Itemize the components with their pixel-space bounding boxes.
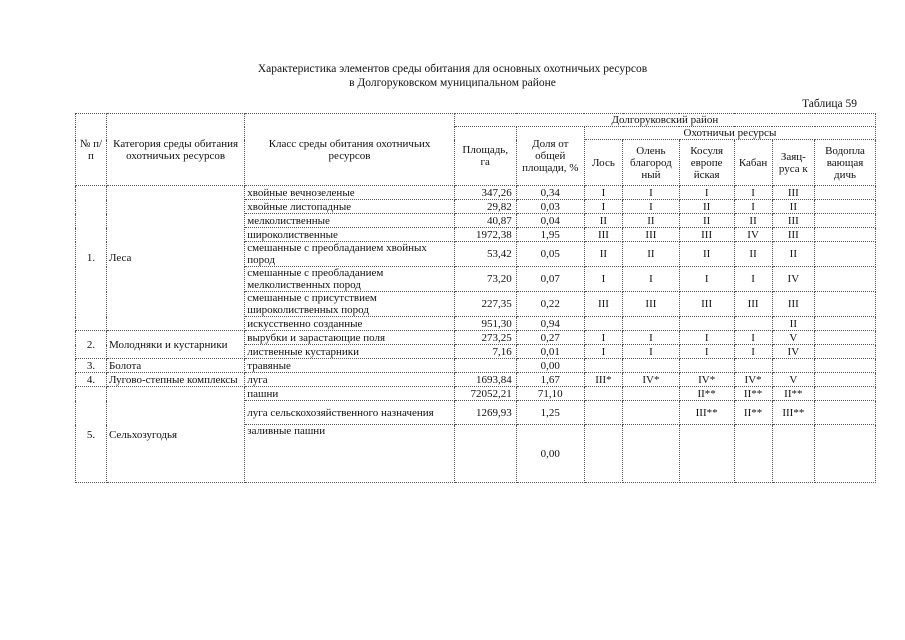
rating-roe: [679, 359, 734, 373]
rating-roe: I: [679, 186, 734, 200]
share-value: 0,04: [516, 214, 584, 228]
habitat-class: смешанные с преобладанием мелколиственных пород: [245, 267, 455, 292]
rating-boar: I: [734, 331, 772, 345]
rating-hare: [772, 359, 814, 373]
header-waterfowl: Водопла вающая дичь: [815, 140, 876, 186]
rating-waterfowl: [815, 401, 876, 425]
rating-deer: [623, 401, 680, 425]
rating-moose: [584, 401, 622, 425]
rating-roe: I: [679, 267, 734, 292]
rating-deer: I: [623, 331, 680, 345]
habitat-table: [75, 113, 876, 483]
header-area: Площадь, га: [454, 127, 516, 186]
rating-boar: I: [734, 200, 772, 214]
share-value: 0,94: [516, 317, 584, 331]
habitat-class: вырубки и зарастающие поля: [245, 331, 455, 345]
header-category: Категория среды обитания охотничьих ресурсов: [106, 114, 244, 186]
group-number: 4.: [76, 373, 107, 387]
rating-moose: III*: [584, 373, 622, 387]
rating-waterfowl: [815, 292, 876, 317]
group-number: 3.: [76, 359, 107, 373]
rating-deer: III: [623, 228, 680, 242]
rating-roe: IV*: [679, 373, 734, 387]
rating-moose: III: [584, 228, 622, 242]
share-value: 0,07: [516, 267, 584, 292]
rating-waterfowl: [815, 345, 876, 359]
rating-boar: IV*: [734, 373, 772, 387]
rating-deer: I: [623, 345, 680, 359]
rating-moose: [584, 317, 622, 331]
rating-hare: II: [772, 200, 814, 214]
area-value: 1269,93: [454, 401, 516, 425]
header-boar: Кабан: [734, 140, 772, 186]
share-value: 0,01: [516, 345, 584, 359]
rating-roe: II**: [679, 387, 734, 401]
rating-hare: [772, 425, 814, 483]
rating-deer: I: [623, 267, 680, 292]
rating-boar: IV: [734, 228, 772, 242]
rating-roe: II: [679, 242, 734, 267]
rating-boar: [734, 317, 772, 331]
rating-waterfowl: [815, 373, 876, 387]
rating-boar: II: [734, 242, 772, 267]
habitat-class: хвойные вечнозеленые: [245, 186, 455, 200]
rating-moose: [584, 425, 622, 483]
group-category: Болота: [106, 359, 244, 373]
rating-moose: I: [584, 331, 622, 345]
rating-moose: I: [584, 267, 622, 292]
habitat-class: луга: [245, 373, 455, 387]
rating-waterfowl: [815, 186, 876, 200]
habitat-class: смешанные с присутствием широколиственных пород: [245, 292, 455, 317]
rating-moose: [584, 387, 622, 401]
habitat-class: травяные: [245, 359, 455, 373]
rating-moose: II: [584, 242, 622, 267]
habitat-class: лиственные кустарники: [245, 345, 455, 359]
rating-waterfowl: [815, 242, 876, 267]
rating-deer: I: [623, 200, 680, 214]
area-value: 951,30: [454, 317, 516, 331]
area-value: 7,16: [454, 345, 516, 359]
share-value: 0,03: [516, 200, 584, 214]
rating-waterfowl: [815, 425, 876, 483]
table-row: [76, 331, 876, 345]
rating-roe: II: [679, 200, 734, 214]
header-moose: Лось: [584, 140, 622, 186]
rating-deer: [623, 359, 680, 373]
share-value: 1,95: [516, 228, 584, 242]
rating-deer: IV*: [623, 373, 680, 387]
area-value: 273,25: [454, 331, 516, 345]
rating-moose: III: [584, 292, 622, 317]
rating-roe: III: [679, 228, 734, 242]
rating-waterfowl: [815, 228, 876, 242]
group-category: Сельхозугодья: [106, 387, 244, 483]
table-number: Таблица 59: [802, 98, 857, 110]
header-roe: Косуля европе йская: [679, 140, 734, 186]
table-row: [76, 186, 876, 200]
rating-hare: III: [772, 228, 814, 242]
share-value: 0,27: [516, 331, 584, 345]
area-value: 73,20: [454, 267, 516, 292]
table-row: [76, 387, 876, 401]
header-num: № п/п: [76, 114, 107, 186]
rating-waterfowl: [815, 200, 876, 214]
rating-boar: II: [734, 214, 772, 228]
area-value: 53,42: [454, 242, 516, 267]
rating-hare: IV: [772, 267, 814, 292]
rating-deer: I: [623, 186, 680, 200]
rating-moose: II: [584, 214, 622, 228]
rating-boar: I: [734, 345, 772, 359]
area-value: 40,87: [454, 214, 516, 228]
rating-moose: I: [584, 200, 622, 214]
rating-moose: I: [584, 345, 622, 359]
habitat-class: пашни: [245, 387, 455, 401]
rating-hare: III: [772, 186, 814, 200]
title-line-2: в Долгоруковском муниципальном районе: [349, 76, 556, 89]
rating-roe: I: [679, 345, 734, 359]
area-value: [454, 359, 516, 373]
rating-hare: III: [772, 214, 814, 228]
rating-boar: II**: [734, 387, 772, 401]
habitat-class: хвойные листопадные: [245, 200, 455, 214]
share-value: 0,00: [516, 425, 584, 483]
rating-boar: I: [734, 186, 772, 200]
rating-waterfowl: [815, 359, 876, 373]
group-category: Леса: [106, 186, 244, 331]
share-value: 0,22: [516, 292, 584, 317]
habitat-class: луга сельскохозяйственного назначения: [245, 401, 455, 425]
table-body: [76, 186, 876, 483]
rating-roe: III**: [679, 401, 734, 425]
header-deer: Олень благород ный: [623, 140, 680, 186]
rating-waterfowl: [815, 331, 876, 345]
share-value: 1,67: [516, 373, 584, 387]
rating-deer: [623, 317, 680, 331]
share-value: 0,34: [516, 186, 584, 200]
rating-moose: I: [584, 186, 622, 200]
rating-deer: II: [623, 242, 680, 267]
share-value: 0,00: [516, 359, 584, 373]
rating-hare: III**: [772, 401, 814, 425]
rating-roe: III: [679, 292, 734, 317]
rating-deer: [623, 387, 680, 401]
rating-hare: IV: [772, 345, 814, 359]
rating-deer: III: [623, 292, 680, 317]
rating-waterfowl: [815, 267, 876, 292]
rating-waterfowl: [815, 387, 876, 401]
group-category: Молодняки и кустарники: [106, 331, 244, 359]
share-value: 1,25: [516, 401, 584, 425]
share-value: 71,10: [516, 387, 584, 401]
rating-boar: III: [734, 292, 772, 317]
share-value: 0,05: [516, 242, 584, 267]
rating-roe: [679, 317, 734, 331]
rating-moose: [584, 359, 622, 373]
group-category: Лугово-степные комплексы: [106, 373, 244, 387]
header-share: Доля от общей площади, %: [516, 127, 584, 186]
group-number: 5.: [76, 387, 107, 483]
group-number: 2.: [76, 331, 107, 359]
rating-boar: II**: [734, 401, 772, 425]
group-number: 1.: [76, 186, 107, 331]
rating-hare: V: [772, 373, 814, 387]
area-value: 29,82: [454, 200, 516, 214]
rating-boar: [734, 359, 772, 373]
title-line-1: Характеристика элементов среды обитания для основных охотничьих ресурсов: [257, 63, 648, 75]
document-title: [0, 63, 905, 90]
rating-roe: [679, 425, 734, 483]
rating-waterfowl: [815, 214, 876, 228]
area-value: 1972,38: [454, 228, 516, 242]
header-resources: Охотничьи ресурсы: [584, 127, 875, 140]
header-class: Класс среды обитания охотничьих ресурсов: [245, 114, 455, 186]
rating-hare: II: [772, 242, 814, 267]
habitat-class: заливные пашни: [245, 425, 455, 483]
habitat-class: мелколиственные: [245, 214, 455, 228]
area-value: 72052,21: [454, 387, 516, 401]
habitat-class: смешанные с преобладанием хвойных пород: [245, 242, 455, 267]
area-value: 347,26: [454, 186, 516, 200]
rating-roe: II: [679, 214, 734, 228]
table-row: [76, 359, 876, 373]
rating-hare: II**: [772, 387, 814, 401]
habitat-class: широколиственные: [245, 228, 455, 242]
rating-waterfowl: [815, 317, 876, 331]
rating-hare: III: [772, 292, 814, 317]
rating-hare: V: [772, 331, 814, 345]
rating-boar: I: [734, 267, 772, 292]
header-hare: Заяц-руса к: [772, 140, 814, 186]
rating-boar: [734, 425, 772, 483]
table-row: [76, 373, 876, 387]
area-value: 1693,84: [454, 373, 516, 387]
area-value: 227,35: [454, 292, 516, 317]
rating-hare: II: [772, 317, 814, 331]
rating-deer: II: [623, 214, 680, 228]
rating-deer: [623, 425, 680, 483]
area-value: [454, 425, 516, 483]
habitat-class: искусственно созданные: [245, 317, 455, 331]
header-district: Долгоруковский район: [454, 114, 875, 127]
rating-roe: I: [679, 331, 734, 345]
